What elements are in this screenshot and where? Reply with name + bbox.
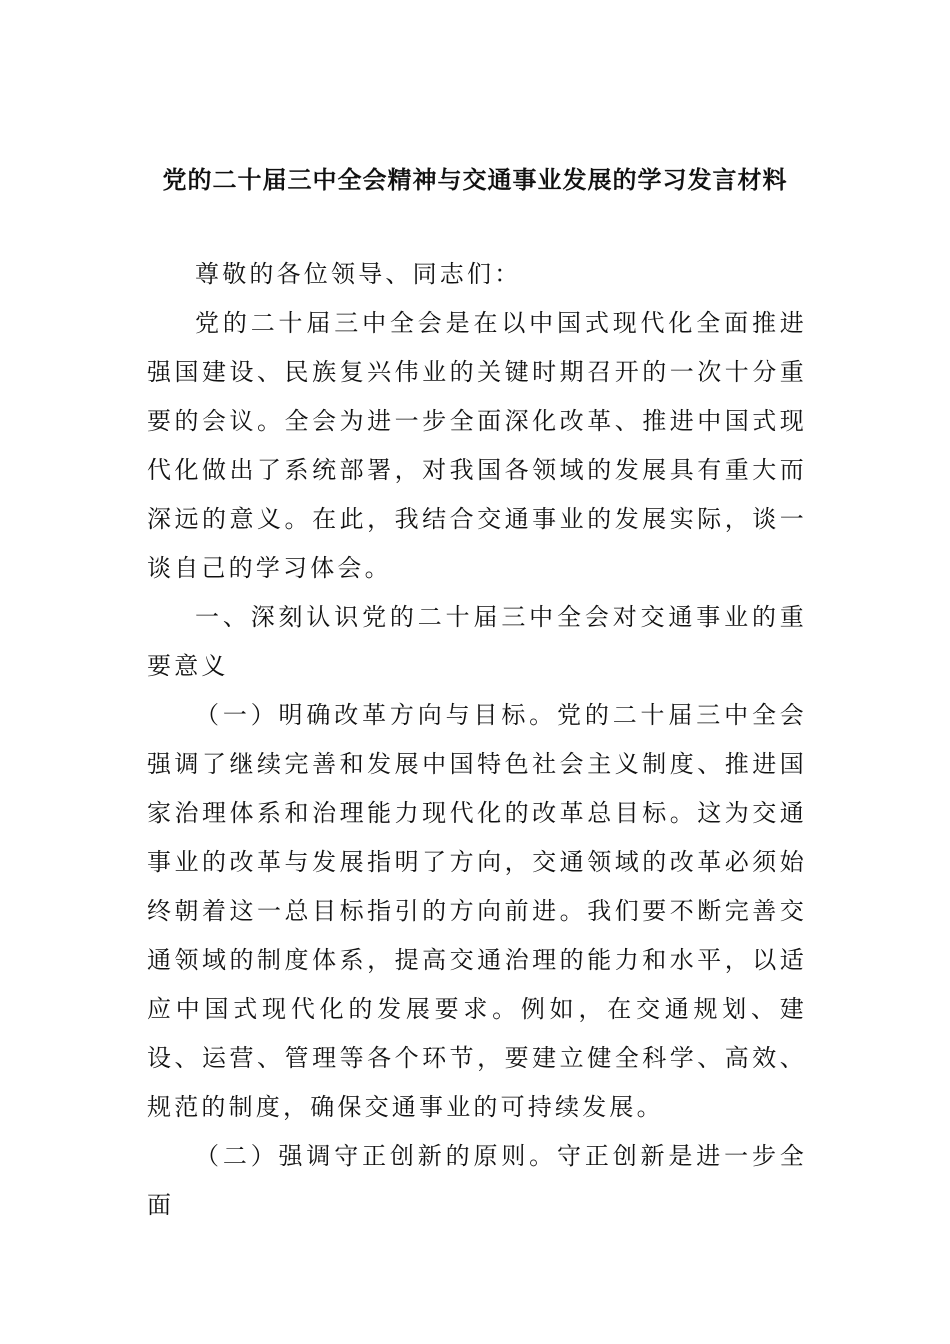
section-heading-1: 一、深刻认识党的二十届三中全会对交通事业的重要意义 bbox=[147, 603, 807, 680]
paragraph-subsection-1: （一）明确改革方向与目标。党的二十届三中全会强调了继续完善和发展中国特色社会主义制度、推进国家治理体系和治理能力现代化的改革总目标。这为交通事业的改革与发展指明了方向，交通领域的改革必须始终朝着这一总目标指引的方向前进。我们要不断完善交通领域的制度体系，提高交通治理的能力和水平，以适应中国式现代化的发展要求。例如，在交通规划、建设、运营、管理等各个环节，要建立健全科学、高效、规范的制度，确保交通事业的可持续发展。 bbox=[147, 701, 807, 1121]
document-title: 党的二十届三中全会精神与交通事业发展的学习发言材料 bbox=[162, 165, 788, 194]
paragraph-intro: 党的二十届三中全会是在以中国式现代化全面推进强国建设、民族复兴伟业的关键时期召开的一次十分重要的会议。全会为进一步全面深化改革、推进中国式现代化做出了系统部署，对我国各领域的发展具有重大而深远的意义。在此，我结合交通事业的发展实际，谈一谈自己的学习体会。 bbox=[147, 309, 807, 582]
document-body bbox=[147, 250, 807, 1230]
greeting: 尊敬的各位领导、同志们： bbox=[195, 260, 522, 288]
paragraph-subsection-2: （二）强调守正创新的原则。守正创新是进一步全面 bbox=[147, 1142, 807, 1219]
